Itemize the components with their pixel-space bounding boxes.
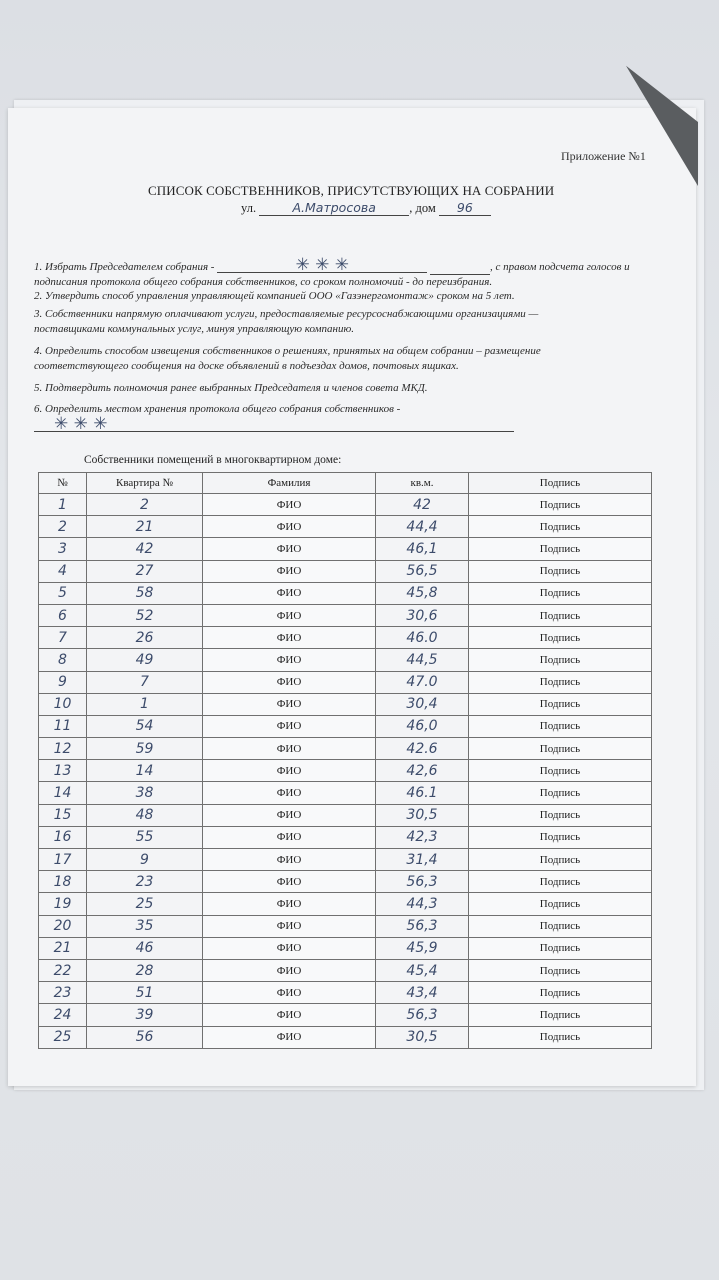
row-number-cell: 3 <box>39 538 87 560</box>
table-row <box>39 915 652 937</box>
item-1 <box>34 255 654 290</box>
area-cell: 30,6 <box>376 604 469 626</box>
name-cell: ФИО <box>203 760 376 782</box>
row-number-cell: 16 <box>39 826 87 848</box>
item-3-text-a: 3. Собственники напрямую оплачивают услуги, предоставляемые ресурсоснабжающими организациями — <box>34 308 539 320</box>
area-cell: 47.0 <box>376 671 469 693</box>
area-cell: 45,9 <box>376 937 469 959</box>
street-label: ул. <box>241 201 257 215</box>
item-1-text-b: , с правом подсчета голосов и <box>489 261 630 273</box>
signature-cell: Подпись <box>469 693 652 715</box>
apartment-cell: 35 <box>87 915 203 937</box>
name-cell: ФИО <box>203 538 376 560</box>
header-apartment: Квартира № <box>87 473 203 494</box>
row-number-cell: 9 <box>39 671 87 693</box>
signature-cell: Подпись <box>469 1004 652 1026</box>
area-cell: 30,5 <box>376 804 469 826</box>
item-1-text-c: подписания протокола общего собрания собственников, со сроком полномочий - до переизбрания. <box>34 276 493 288</box>
row-number-cell: 1 <box>39 494 87 516</box>
table-row <box>39 782 652 804</box>
area-cell: 42.6 <box>376 738 469 760</box>
signature-cell: Подпись <box>469 782 652 804</box>
row-number-cell: 21 <box>39 937 87 959</box>
signature-cell: Подпись <box>469 627 652 649</box>
name-cell: ФИО <box>203 693 376 715</box>
apartment-cell: 46 <box>87 937 203 959</box>
signature-cell: Подпись <box>469 516 652 538</box>
name-cell: ФИО <box>203 1026 376 1048</box>
apartment-cell: 51 <box>87 982 203 1004</box>
row-number-cell: 11 <box>39 715 87 737</box>
name-cell: ФИО <box>203 782 376 804</box>
table-row <box>39 627 652 649</box>
signature-cell: Подпись <box>469 826 652 848</box>
item-1-text-a: 1. Избрать Председателем собрания - <box>34 261 215 273</box>
row-number-cell: 20 <box>39 915 87 937</box>
table-row <box>39 582 652 604</box>
item-4 <box>34 344 654 374</box>
table-row <box>39 649 652 671</box>
row-number-cell: 8 <box>39 649 87 671</box>
table-row <box>39 538 652 560</box>
signature-cell: Подпись <box>469 582 652 604</box>
name-cell: ФИО <box>203 849 376 871</box>
area-cell: 44,4 <box>376 516 469 538</box>
apartment-cell: 48 <box>87 804 203 826</box>
signature-cell: Подпись <box>469 937 652 959</box>
area-cell: 46,1 <box>376 538 469 560</box>
area-cell: 30,4 <box>376 693 469 715</box>
name-cell: ФИО <box>203 715 376 737</box>
table-row <box>39 715 652 737</box>
apartment-cell: 2 <box>87 494 203 516</box>
apartment-cell: 58 <box>87 582 203 604</box>
area-cell: 45,8 <box>376 582 469 604</box>
name-cell: ФИО <box>203 871 376 893</box>
signature-cell: Подпись <box>469 982 652 1004</box>
apartment-cell: 1 <box>87 693 203 715</box>
apartment-cell: 56 <box>87 1026 203 1048</box>
table-row <box>39 893 652 915</box>
row-number-cell: 12 <box>39 738 87 760</box>
table-row <box>39 959 652 981</box>
area-cell: 45,4 <box>376 959 469 981</box>
item-5: 5. Подтвердить полномочия ранее выбранных Председателя и членов совета МКД. <box>34 382 428 394</box>
table-row <box>39 871 652 893</box>
apartment-cell: 21 <box>87 516 203 538</box>
house-value: 96 <box>439 201 491 216</box>
name-cell: ФИО <box>203 893 376 915</box>
apartment-cell: 54 <box>87 715 203 737</box>
item-4-text-b: соответствующего сообщения на доске объявлений в подъездах домов, почтовых ящиках. <box>34 360 459 372</box>
apartment-cell: 49 <box>87 649 203 671</box>
row-number-cell: 17 <box>39 849 87 871</box>
apartment-cell: 7 <box>87 671 203 693</box>
item-4-text-a: 4. Определить способом извещения собственников о решениях, принятых на общем собрании – размещение <box>34 345 541 357</box>
area-cell: 31,4 <box>376 849 469 871</box>
table-row <box>39 693 652 715</box>
row-number-cell: 14 <box>39 782 87 804</box>
apartment-cell: 14 <box>87 760 203 782</box>
area-cell: 46.1 <box>376 782 469 804</box>
document-page <box>8 108 696 1086</box>
table-row <box>39 804 652 826</box>
signature-cell: Подпись <box>469 538 652 560</box>
name-cell: ФИО <box>203 649 376 671</box>
apartment-cell: 55 <box>87 826 203 848</box>
table-row <box>39 494 652 516</box>
table-header-row <box>39 473 652 494</box>
row-number-cell: 18 <box>39 871 87 893</box>
table-row <box>39 1004 652 1026</box>
item-3-text-b: поставщиками коммунальных услуг, минуя управляющую компанию. <box>34 323 355 335</box>
area-cell: 42,3 <box>376 826 469 848</box>
apartment-cell: 23 <box>87 871 203 893</box>
table-row <box>39 937 652 959</box>
header-surname: Фамилия <box>203 473 376 494</box>
header-number: № <box>39 473 87 494</box>
item-1-signature-marks: ✳ ✳ ✳ <box>217 258 427 273</box>
table-row <box>39 849 652 871</box>
name-cell: ФИО <box>203 560 376 582</box>
area-cell: 43,4 <box>376 982 469 1004</box>
area-cell: 44,3 <box>376 893 469 915</box>
signature-cell: Подпись <box>469 649 652 671</box>
signature-cell: Подпись <box>469 804 652 826</box>
row-number-cell: 19 <box>39 893 87 915</box>
apartment-cell: 39 <box>87 1004 203 1026</box>
signature-cell: Подпись <box>469 560 652 582</box>
name-cell: ФИО <box>203 915 376 937</box>
row-number-cell: 2 <box>39 516 87 538</box>
name-cell: ФИО <box>203 582 376 604</box>
signature-cell: Подпись <box>469 671 652 693</box>
name-cell: ФИО <box>203 826 376 848</box>
owners-table-body <box>39 494 652 1049</box>
signature-cell: Подпись <box>469 959 652 981</box>
apartment-cell: 28 <box>87 959 203 981</box>
house-label: , дом <box>409 201 436 215</box>
address-line <box>241 201 491 216</box>
signature-cell: Подпись <box>469 871 652 893</box>
name-cell: ФИО <box>203 516 376 538</box>
row-number-cell: 10 <box>39 693 87 715</box>
signature-cell: Подпись <box>469 604 652 626</box>
name-cell: ФИО <box>203 982 376 1004</box>
signature-cell: Подпись <box>469 738 652 760</box>
item-1-blank <box>430 260 490 275</box>
signature-cell: Подпись <box>469 715 652 737</box>
area-cell: 56,3 <box>376 1004 469 1026</box>
name-cell: ФИО <box>203 937 376 959</box>
table-row <box>39 604 652 626</box>
area-cell: 56,3 <box>376 871 469 893</box>
name-cell: ФИО <box>203 738 376 760</box>
apartment-cell: 59 <box>87 738 203 760</box>
row-number-cell: 23 <box>39 982 87 1004</box>
street-value: А.Матросова <box>259 201 409 216</box>
row-number-cell: 24 <box>39 1004 87 1026</box>
header-signature: Подпись <box>469 473 652 494</box>
item-3 <box>34 307 654 337</box>
table-row <box>39 516 652 538</box>
row-number-cell: 15 <box>39 804 87 826</box>
table-row <box>39 760 652 782</box>
row-number-cell: 6 <box>39 604 87 626</box>
signature-cell: Подпись <box>469 893 652 915</box>
row-number-cell: 25 <box>39 1026 87 1048</box>
row-number-cell: 13 <box>39 760 87 782</box>
table-row <box>39 1026 652 1048</box>
name-cell: ФИО <box>203 804 376 826</box>
area-cell: 42 <box>376 494 469 516</box>
area-cell: 42,6 <box>376 760 469 782</box>
name-cell: ФИО <box>203 1004 376 1026</box>
document-title: СПИСОК СОБСТВЕННИКОВ, ПРИСУТСТВУЮЩИХ НА СОБРАНИИ <box>148 183 555 198</box>
apartment-cell: 26 <box>87 627 203 649</box>
name-cell: ФИО <box>203 494 376 516</box>
apartment-cell: 52 <box>87 604 203 626</box>
row-number-cell: 5 <box>39 582 87 604</box>
item-2: 2. Утвердить способ управления управляющей компанией ООО «Газэнергомонтаж» сроком на 5 лет. <box>34 290 515 302</box>
name-cell: ФИО <box>203 959 376 981</box>
area-cell: 30,5 <box>376 1026 469 1048</box>
apartment-cell: 38 <box>87 782 203 804</box>
item-6-signature-marks: ✳ ✳ ✳ <box>34 417 514 432</box>
item-6-text: 6. Определить местом хранения протокола общего собрания собственников - <box>34 403 401 415</box>
name-cell: ФИО <box>203 671 376 693</box>
name-cell: ФИО <box>203 604 376 626</box>
signature-cell: Подпись <box>469 494 652 516</box>
signature-cell: Подпись <box>469 849 652 871</box>
table-caption: Собственники помещений в многоквартирном доме: <box>84 454 342 466</box>
area-cell: 46,0 <box>376 715 469 737</box>
appendix-label: Приложение №1 <box>561 149 646 163</box>
signature-cell: Подпись <box>469 1026 652 1048</box>
table-row <box>39 826 652 848</box>
table-row <box>39 560 652 582</box>
row-number-cell: 4 <box>39 560 87 582</box>
apartment-cell: 9 <box>87 849 203 871</box>
apartment-cell: 27 <box>87 560 203 582</box>
name-cell: ФИО <box>203 627 376 649</box>
row-number-cell: 7 <box>39 627 87 649</box>
row-number-cell: 22 <box>39 959 87 981</box>
signature-cell: Подпись <box>469 760 652 782</box>
area-cell: 56,5 <box>376 560 469 582</box>
area-cell: 46.0 <box>376 627 469 649</box>
table-row <box>39 738 652 760</box>
owners-table <box>38 472 652 1049</box>
apartment-cell: 42 <box>87 538 203 560</box>
item-6 <box>34 402 654 434</box>
area-cell: 56,3 <box>376 915 469 937</box>
area-cell: 44,5 <box>376 649 469 671</box>
table-row <box>39 671 652 693</box>
apartment-cell: 25 <box>87 893 203 915</box>
header-area: кв.м. <box>376 473 469 494</box>
table-row <box>39 982 652 1004</box>
signature-cell: Подпись <box>469 915 652 937</box>
folded-corner <box>626 66 698 186</box>
